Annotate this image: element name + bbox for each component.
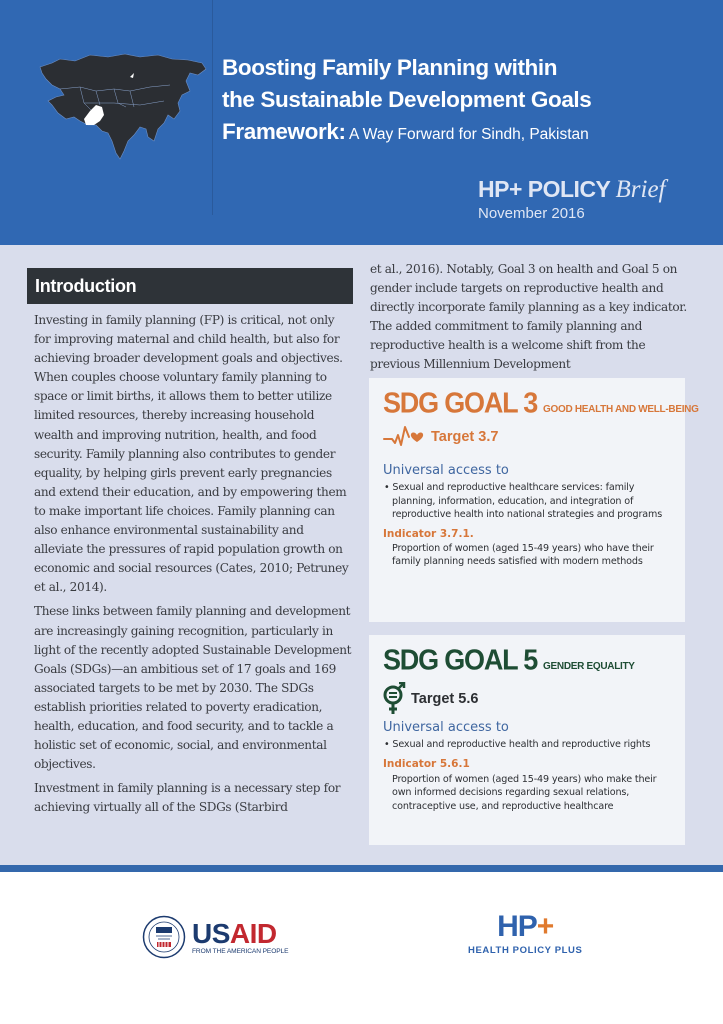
header-divider xyxy=(212,0,213,215)
indicator-5-6-1-text: Proportion of women (aged 15-49 years) who make their own informed decisions regarding sexual relations, contraceptive use, and reproductive healthcare xyxy=(392,773,657,812)
usaid-name xyxy=(192,917,288,949)
right-column-text: et al., 2016). Notably, Goal 3 on health and Goal 5 on gender include targets on reproductive health and directly incorporate family planning as a key indicator. The added commitment to family planning and reproductive health is a welcome shift from the previous Millennium Development xyxy=(370,262,687,372)
goal-5-universal-access: Universal access to xyxy=(383,720,509,735)
goal-3-bullet: • Sexual and reproductive healthcare services: family planning, information, education, and integration of reproductive health into national strategies and programs xyxy=(384,482,663,521)
hpp-hp: HP xyxy=(497,910,537,943)
footer xyxy=(0,872,723,1024)
intro-paragraph-1: Investing in family planning (FP) is critical, not only for improving maternal and child health, but also for achieving broader development goals and objectives. When couples choose voluntary family planning to space or limit births, it allows them to better utilize limited resources, thereby increasing household wealth and improving nutrition, health, and food security. Family planning also contributes to gender equality, by helping girls prevent early pregnancies and extend their education, and by empowering them to make important life choices. Family planning can also enhance environmental sustainability and alleviate the pressures of rapid population growth on economic and social resources (Cates, 2010; Petruney et al., 2014). xyxy=(34,313,349,595)
asia-landmass xyxy=(40,54,206,159)
asia-map-icon xyxy=(30,45,210,160)
health-policy-plus-logo xyxy=(468,912,582,956)
title-line-3 xyxy=(222,116,702,151)
goal-5-subtitle: GENDER EQUALITY xyxy=(543,661,635,672)
usaid-tagline: FROM THE AMERICAN PEOPLE xyxy=(192,947,289,955)
goal-5-header xyxy=(383,645,671,676)
usaid-logo xyxy=(142,915,288,959)
usaid-seal-icon xyxy=(142,915,186,959)
target-5-6-row xyxy=(383,682,671,716)
intro-paragraph-2: These links between family planning and development are increasingly gaining recognition, particularly in light of the recently adopted Sustainable Development Goals (SDGs)—an ambitious set of 17 goals and 169 associated targets to be met by 2030. The SDGs establish priorities related to poverty eradication, health, education, and food security, and to tackle a holistic set of economic, social, and environmental objectives. xyxy=(34,604,352,772)
gender-equality-icon xyxy=(383,682,407,716)
goal-5-title: SDG GOAL 5 xyxy=(383,644,538,676)
publication-date: November 2016 xyxy=(478,205,585,222)
content-area xyxy=(0,245,723,865)
footer-divider xyxy=(0,865,723,872)
usaid-us: US xyxy=(192,917,230,949)
title-line-1: Boosting Family Planning within xyxy=(222,55,558,80)
indicator-5-6-1-title: Indicator 5.6.1 xyxy=(383,757,470,770)
usaid-wordmark xyxy=(192,917,289,955)
usaid-aid: AID xyxy=(229,917,277,949)
indicator-3-7-1-text: Proportion of women (aged 15-49 years) who have their family planning needs satisfied with modern methods xyxy=(392,542,654,568)
title-framework: Framework: xyxy=(222,119,346,144)
indicator-3-7-1-title: Indicator 3.7.1. xyxy=(383,527,474,540)
title-subtitle: A Way Forward for Sindh, Pakistan xyxy=(345,126,589,143)
target-3-7-row xyxy=(383,425,671,449)
goal-3-header xyxy=(383,387,699,419)
goal-3-universal-access: Universal access to xyxy=(383,463,509,478)
heartbeat-icon xyxy=(383,425,427,449)
document-title xyxy=(222,52,702,151)
target-5-6-label: Target 5.6 xyxy=(411,691,479,707)
goal-3-subtitle: GOOD HEALTH AND WELL-BEING xyxy=(543,404,699,415)
section-heading-introduction: Introduction xyxy=(27,268,353,304)
hpp-tagline: HEALTH POLICY PLUS xyxy=(468,945,583,956)
sdg-goal-5-card xyxy=(369,635,685,845)
goal-3-title: SDG GOAL 3 xyxy=(383,387,538,419)
sdg-goal-3-card xyxy=(369,378,699,622)
hpp-mark xyxy=(468,912,582,942)
brand-brief: Brief xyxy=(615,176,666,203)
title-line-2: the Sustainable Development Goals xyxy=(222,87,592,112)
goal-5-bullet: • Sexual and reproductive health and reproductive rights xyxy=(384,739,651,750)
intro-paragraph-3: Investment in family planning is a necessary step for achieving virtually all of the SDGs (Starbird xyxy=(34,781,341,815)
header-banner xyxy=(0,0,723,245)
target-3-7-label: Target 3.7 xyxy=(431,429,499,445)
brand-hp-policy: HP+ POLICY xyxy=(478,176,611,202)
hpp-plus: + xyxy=(536,910,554,943)
left-column xyxy=(34,311,352,822)
policy-brief-brand xyxy=(478,176,666,204)
